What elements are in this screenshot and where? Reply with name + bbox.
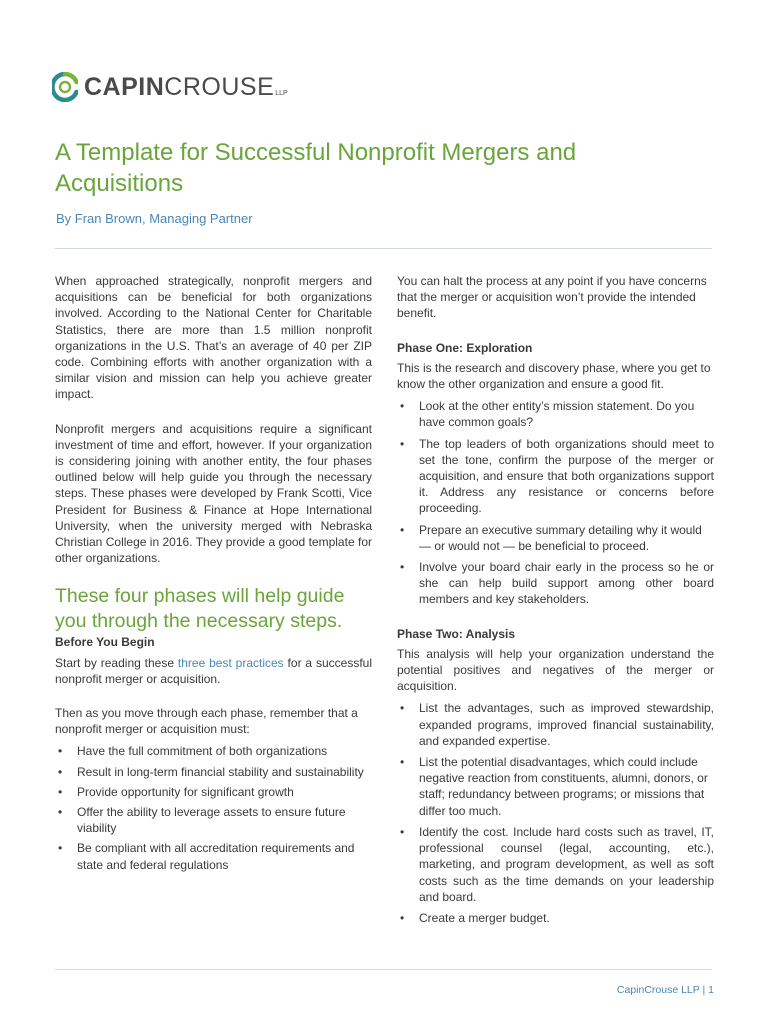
bullet-icon: • xyxy=(400,560,405,575)
page-footer: CapinCrouse LLP | 1 xyxy=(616,984,714,996)
footer-divider xyxy=(55,969,712,970)
requirements-intro: Then as you move through each phase, remember that a nonprofit merger or acquisition must: xyxy=(55,706,358,737)
article-title: A Template for Successful Nonprofit Mergers and Acquisitions xyxy=(55,139,577,197)
list-item: • The top leaders of both organizations should meet to set the tone, confirm the purpose of the merger or acquisition, and ensure that both organizations support it. Address any resistance or concerns before proceeding. xyxy=(400,436,714,516)
list-item: • Prepare an executive summary detailing why it would — or would not — be beneficial to proceed. xyxy=(400,522,702,553)
bullet-icon: • xyxy=(400,436,405,451)
list-item: • Look at the other entity’s mission statement. Do you have common goals? xyxy=(400,399,695,430)
list-item: • Involve your board chair early in the process so he or she can help build support among other board members and key stakeholders. xyxy=(400,560,714,607)
phase-two-intro: This analysis will help your organization understand the potential positives and negatives of the merger or acquisition. xyxy=(397,646,714,694)
logo-wordmark: CAPINCROUSELLP xyxy=(84,72,288,101)
bullet-icon: • xyxy=(400,522,405,537)
bullet-icon: • xyxy=(58,841,63,856)
list-item: • Have the full commitment of both organizations xyxy=(58,744,328,759)
company-logo xyxy=(52,70,288,104)
halt-paragraph: You can halt the process at any point if you have concerns that the merger or acquisition won’t provide the intended benefit. xyxy=(397,274,707,321)
list-item: • Result in long-term financial stability and sustainability xyxy=(58,764,364,779)
bullet-icon: • xyxy=(58,764,63,779)
list-item: • Offer the ability to leverage assets to ensure future viability xyxy=(58,805,346,836)
logo-mark-icon xyxy=(52,72,78,102)
list-item: • Create a merger budget. xyxy=(400,910,550,925)
phase-one-intro: This is the research and discovery phase, where you get to know the other organization and ensure a good fit. xyxy=(397,360,711,392)
right-column xyxy=(397,273,714,931)
bullet-icon: • xyxy=(58,784,63,799)
list-item: • List the potential disadvantages, which could include negative reaction from constituents, alumni, donors, or staff; redundancy between programs; or missions that differ too much. xyxy=(400,755,708,818)
bullet-icon: • xyxy=(400,755,405,770)
phase-one-heading: Phase One: Exploration xyxy=(397,340,533,355)
phase-one-list xyxy=(397,398,714,607)
pull-quote: These four phases will help guide you through the necessary steps. xyxy=(55,585,345,633)
list-item: • Be compliant with all accreditation requirements and state and federal regulations xyxy=(58,841,355,872)
before-you-begin-heading: Before You Begin xyxy=(55,635,155,650)
byline: By Fran Brown, Managing Partner xyxy=(56,211,253,226)
bullet-icon: • xyxy=(58,744,63,759)
bullet-icon: • xyxy=(400,399,405,414)
bullet-icon: • xyxy=(400,910,405,925)
left-column xyxy=(55,273,372,877)
list-item: • Identify the cost. Include hard costs such as travel, IT, professional counsel (legal, accounting, etc.), marketing, and program development, as well as soft costs such as the time demands on your leadership and board. xyxy=(400,824,714,904)
best-practices-link[interactable]: three best practices xyxy=(177,655,284,670)
second-paragraph: Nonprofit mergers and acquisitions require a significant investment of time and effort, however. If your organization is considering joining with another entity, the four phases outlined below will help guide you through the necessary steps. These phases were developed by Frank Scotti, Vice President for Business & Finance at Hope International University, when the university merged with Nebraska Christian College in 2016. They provide a good template for other organizations. xyxy=(55,421,372,566)
bullet-icon: • xyxy=(400,701,405,716)
intro-paragraph: When approached strategically, nonprofit mergers and acquisitions can be beneficial for both organizations involved. According to the National Center for Charitable Statistics, there are more than 1.5 million nonprofit organizations in the U.S. That’s an average of 40 per ZIP code. Combining efforts with another organization with a similar vision and mission can help you achieve greater impact. xyxy=(55,274,372,402)
bullet-icon: • xyxy=(400,824,405,839)
list-item: • List the advantages, such as improved stewardship, expanded programs, improved financial sustainability, and expanded expertise. xyxy=(400,701,714,748)
list-item: • Provide opportunity for significant growth xyxy=(58,784,294,799)
bullet-icon: • xyxy=(58,805,63,820)
requirements-list xyxy=(55,743,372,872)
header-divider xyxy=(55,248,712,249)
phase-two-list xyxy=(397,700,714,926)
phase-two-heading: Phase Two: Analysis xyxy=(397,626,516,641)
before-you-begin-text: Start by reading these three best practices for a successful nonprofit merger or acquisition. xyxy=(55,655,372,686)
